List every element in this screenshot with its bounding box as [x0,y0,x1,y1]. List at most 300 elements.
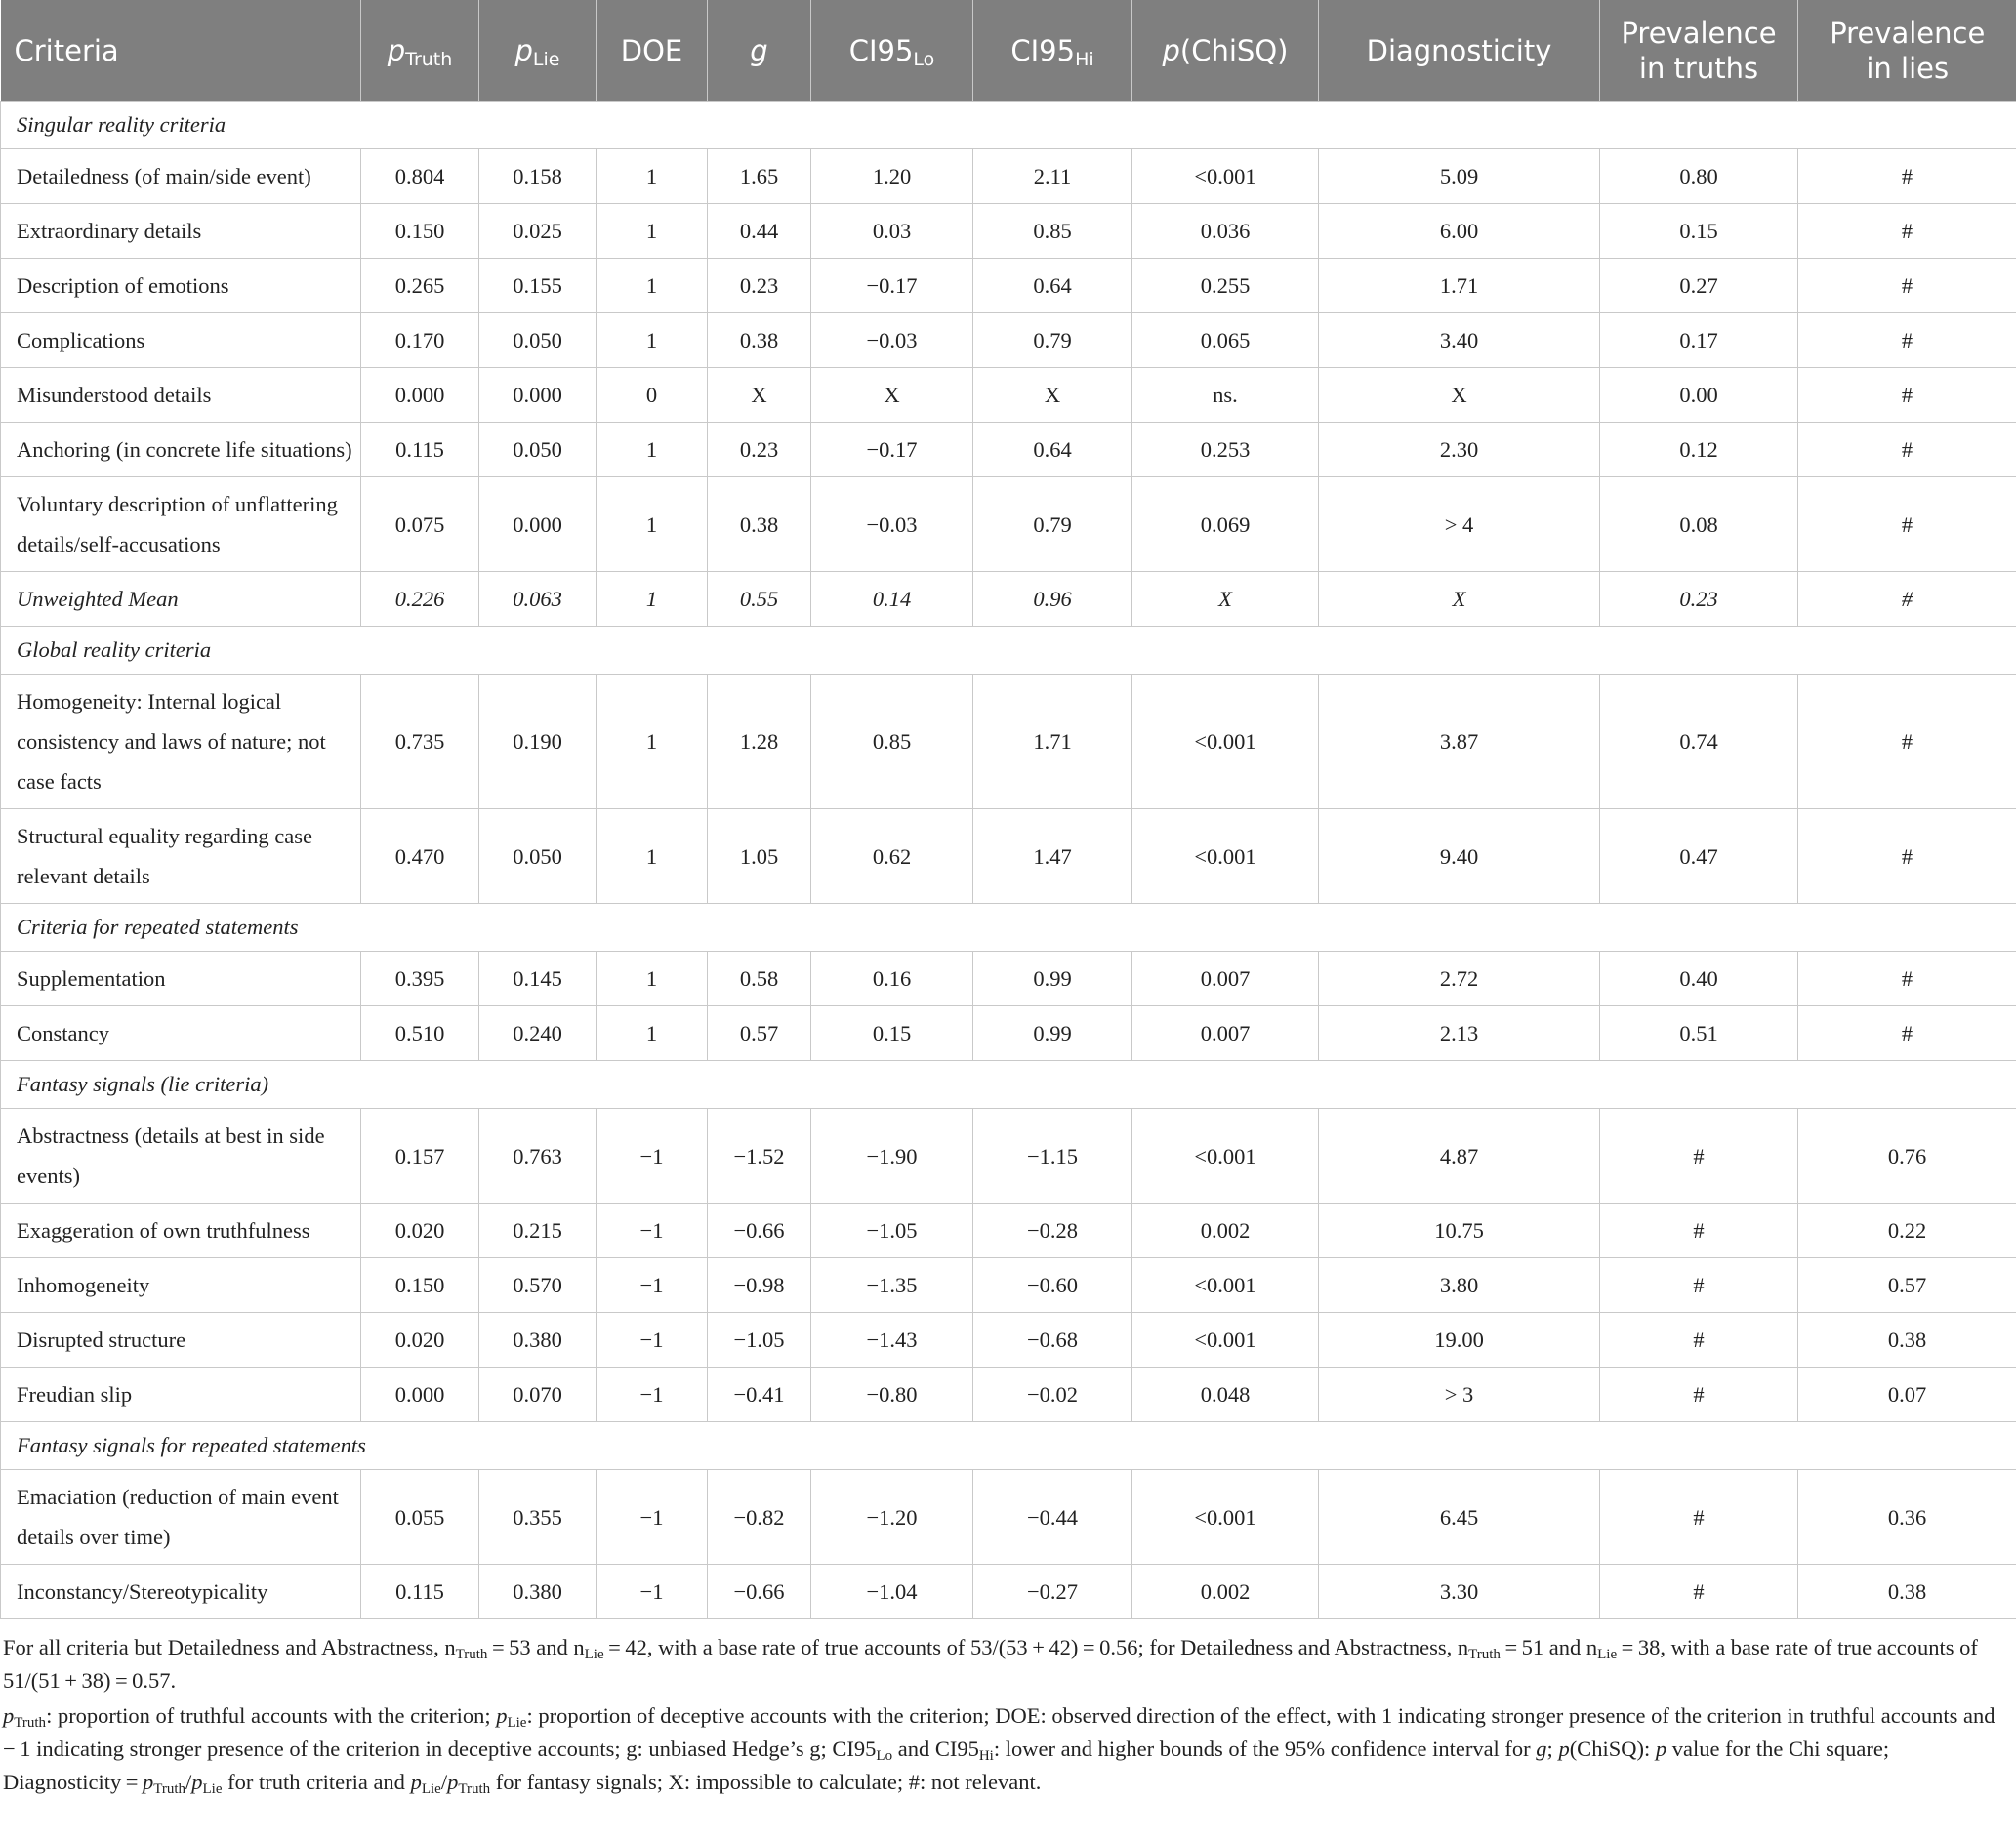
header-p-chisq-rest: (ChiSQ) [1179,33,1289,67]
cell-diagnosticity: 3.30 [1319,1565,1600,1619]
cell-ci-hi: −0.60 [973,1258,1132,1313]
cell-ci-lo: −1.90 [811,1109,973,1204]
cell-g: 0.23 [708,423,811,477]
cell-doe: 1 [597,423,708,477]
cell-p-truth: 0.170 [361,313,479,368]
cell-prev-truths: 0.17 [1600,313,1798,368]
cell-doe: −1 [597,1470,708,1565]
cell-p-chisq: 0.255 [1132,259,1319,313]
cell-criteria: Description of emotions [1,259,361,313]
cell-p-chisq: <0.001 [1132,809,1319,904]
note-italic: p [1558,1737,1570,1761]
cell-p-lie: 0.570 [479,1258,597,1313]
cell-p-chisq: <0.001 [1132,149,1319,204]
cell-diagnosticity: 3.40 [1319,313,1600,368]
cell-ci-lo: −1.04 [811,1565,973,1619]
cell-p-chisq: <0.001 [1132,1470,1319,1565]
cell-doe: 1 [597,204,708,259]
cell-prev-lies: # [1798,313,2016,368]
header-p-truth-base: p [387,33,406,67]
cell-prev-lies: # [1798,423,2016,477]
cell-doe: 1 [597,675,708,809]
cell-prev-truths: 0.51 [1600,1006,1798,1061]
cell-p-chisq: 0.253 [1132,423,1319,477]
note-text: = 53 and n [487,1635,585,1659]
note-text: ; [1546,1737,1559,1761]
note-sample-sizes [3,1631,2010,1697]
header-p-lie [479,0,597,102]
cell-p-truth: 0.395 [361,952,479,1006]
note-sub: Lo [876,1748,893,1764]
cell-doe: 1 [597,572,708,627]
section-row [1,1422,2016,1470]
cell-diagnosticity: 10.75 [1319,1204,1600,1258]
cell-prev-truths: # [1600,1565,1798,1619]
cell-criteria: Supplementation [1,952,361,1006]
cell-ci-lo: 0.62 [811,809,973,904]
section-label: Singular reality criteria [1,102,2016,149]
header-p-truth-sub: Truth [405,48,453,70]
cell-g: −0.41 [708,1368,811,1422]
cell-criteria: Unweighted Mean [1,572,361,627]
table-row [1,149,2016,204]
cell-p-lie: 0.025 [479,204,597,259]
cell-p-lie: 0.240 [479,1006,597,1061]
cell-ci-lo: −1.43 [811,1313,973,1368]
cell-prev-lies: # [1798,149,2016,204]
note-sub: Truth [153,1781,185,1797]
cell-ci-lo: 0.16 [811,952,973,1006]
cell-p-truth: 0.510 [361,1006,479,1061]
cell-doe: 1 [597,149,708,204]
cell-ci-lo: −1.35 [811,1258,973,1313]
note-sub: Truth [14,1715,47,1731]
table-notes [0,1619,2016,1799]
cell-p-truth: 0.265 [361,259,479,313]
cell-diagnosticity: 19.00 [1319,1313,1600,1368]
note-text: = 51 and n [1500,1635,1598,1659]
note-italic: p [142,1770,154,1794]
cell-doe: 1 [597,259,708,313]
header-ci-lo-base: CI95 [848,33,914,67]
cell-p-lie: 0.763 [479,1109,597,1204]
cell-criteria: Inconstancy/Stereotypicality [1,1565,361,1619]
cell-p-chisq: 0.065 [1132,313,1319,368]
cell-p-lie: 0.070 [479,1368,597,1422]
cell-g: −0.66 [708,1565,811,1619]
cell-ci-hi: 0.64 [973,423,1132,477]
cell-prev-truths: 0.08 [1600,477,1798,572]
cell-diagnosticity: X [1319,572,1600,627]
cell-p-truth: 0.020 [361,1313,479,1368]
cell-ci-lo: 1.20 [811,149,973,204]
cell-ci-lo: 0.03 [811,204,973,259]
cell-diagnosticity: 6.00 [1319,204,1600,259]
cell-diagnosticity: X [1319,368,1600,423]
note-text: : proportion of deceptive accounts with the criterion; DOE: observed direction of the effect, with 1 indicating stronger presence of the criterion in truthful accounts and − 1 indicating stronger presence of the criterion in deceptive accounts; g: unbiased Hedge’s g; CI95 [3,1703,2000,1761]
cell-ci-hi: 0.79 [973,313,1132,368]
note-text: for truth criteria and [222,1770,411,1794]
cell-prev-truths: 0.40 [1600,952,1798,1006]
table-row [1,368,2016,423]
cell-ci-lo: 0.15 [811,1006,973,1061]
cell-prev-lies: 0.07 [1798,1368,2016,1422]
cell-diagnosticity: 3.80 [1319,1258,1600,1313]
cell-doe: −1 [597,1258,708,1313]
cell-ci-hi: 0.99 [973,952,1132,1006]
note-text: = 38, with a base rate of true accounts of 51/(51 + 38) = 0.57. [3,1635,1978,1693]
cell-prev-lies: 0.38 [1798,1313,2016,1368]
note-text: for fantasy signals; X: impossible to calculate; #: not relevant. [490,1770,1042,1794]
table-row [1,1109,2016,1204]
cell-prev-lies: 0.76 [1798,1109,2016,1204]
cell-diagnosticity: > 4 [1319,477,1600,572]
cell-prev-lies: # [1798,204,2016,259]
cell-diagnosticity: 5.09 [1319,149,1600,204]
cell-p-lie: 0.355 [479,1470,597,1565]
cell-p-chisq: <0.001 [1132,675,1319,809]
cell-p-truth: 0.804 [361,149,479,204]
header-p-lie-base: p [514,33,533,67]
header-p-lie-sub: Lie [532,48,560,70]
cell-p-truth: 0.735 [361,675,479,809]
cell-p-truth: 0.115 [361,423,479,477]
cell-doe: −1 [597,1204,708,1258]
cell-p-truth: 0.020 [361,1204,479,1258]
note-text: : proportion of truthful accounts with the criterion; [46,1703,497,1728]
header-p-chisq [1132,0,1319,102]
cell-ci-hi: 1.47 [973,809,1132,904]
cell-prev-truths: 0.15 [1600,204,1798,259]
cell-ci-hi: 0.64 [973,259,1132,313]
note-sub: Lie [421,1781,441,1797]
header-ci-lo-sub: Lo [913,48,935,70]
cell-doe: 1 [597,952,708,1006]
cell-g: −0.98 [708,1258,811,1313]
cell-diagnosticity: 2.72 [1319,952,1600,1006]
cell-prev-truths: 0.74 [1600,675,1798,809]
cell-doe: 0 [597,368,708,423]
cell-g: −0.82 [708,1470,811,1565]
cell-g: −1.05 [708,1313,811,1368]
note-italic: p [447,1770,459,1794]
header-criteria: Criteria [1,0,361,102]
cell-doe: −1 [597,1565,708,1619]
note-italic: p [1655,1737,1667,1761]
cell-diagnosticity: 2.13 [1319,1006,1600,1061]
cell-g: 0.55 [708,572,811,627]
note-text: (ChiSQ): [1569,1737,1656,1761]
section-row [1,1061,2016,1109]
cell-ci-lo: −1.05 [811,1204,973,1258]
section-label: Fantasy signals (lie criteria) [1,1061,2016,1109]
cell-diagnosticity: 4.87 [1319,1109,1600,1204]
cell-prev-truths: 0.27 [1600,259,1798,313]
table-header-row [1,0,2016,102]
note-italic: p [3,1703,15,1728]
note-italic: p [496,1703,508,1728]
cell-ci-lo: X [811,368,973,423]
note-italic: p [410,1770,422,1794]
cell-criteria: Inhomogeneity [1,1258,361,1313]
cell-p-lie: 0.000 [479,368,597,423]
cell-ci-hi: −0.68 [973,1313,1132,1368]
note-sub: Lie [202,1781,223,1797]
note-text: = 42, with a base rate of true accounts of 53/(53 + 42) = 0.56; for Detailedness and Abstractness, n [603,1635,1469,1659]
note-definitions [3,1699,2010,1799]
cell-p-truth: 0.000 [361,368,479,423]
table-row [1,809,2016,904]
cell-prev-truths: 0.80 [1600,149,1798,204]
table-row [1,1313,2016,1368]
header-prev-truths-line2: in truths [1638,51,1759,85]
cell-prev-truths: 0.00 [1600,368,1798,423]
cell-diagnosticity: 9.40 [1319,809,1600,904]
cell-doe: −1 [597,1368,708,1422]
cell-p-lie: 0.000 [479,477,597,572]
header-prevalence-truths [1600,0,1798,102]
cell-ci-lo: −0.17 [811,423,973,477]
cell-doe: 1 [597,477,708,572]
cell-criteria: Complications [1,313,361,368]
cell-criteria: Constancy [1,1006,361,1061]
header-prev-lies-line2: in lies [1866,51,1950,85]
mean-row [1,572,2016,627]
cell-p-chisq: 0.002 [1132,1204,1319,1258]
header-p-truth [361,0,479,102]
header-g-label: g [750,33,768,67]
cell-ci-lo: −0.03 [811,477,973,572]
table-row [1,675,2016,809]
cell-criteria: Disrupted structure [1,1313,361,1368]
cell-g: 0.58 [708,952,811,1006]
cell-criteria: Freudian slip [1,1368,361,1422]
cell-p-chisq: 0.048 [1132,1368,1319,1422]
note-sub: Lie [1597,1647,1618,1662]
cell-p-lie: 0.050 [479,423,597,477]
cell-prev-lies: # [1798,1006,2016,1061]
cell-diagnosticity: 6.45 [1319,1470,1600,1565]
cell-p-lie: 0.190 [479,675,597,809]
cell-criteria: Detailedness (of main/side event) [1,149,361,204]
cell-p-chisq: 0.007 [1132,1006,1319,1061]
cell-p-truth: 0.470 [361,809,479,904]
note-sub: Lie [584,1647,604,1662]
header-ci-hi [973,0,1132,102]
cell-p-truth: 0.075 [361,477,479,572]
cell-g: −1.52 [708,1109,811,1204]
cell-prev-truths: # [1600,1258,1798,1313]
cell-prev-lies: # [1798,259,2016,313]
cell-p-chisq: <0.001 [1132,1109,1319,1204]
table-row [1,259,2016,313]
cell-doe: −1 [597,1109,708,1204]
cell-p-truth: 0.150 [361,1258,479,1313]
cell-p-chisq: 0.036 [1132,204,1319,259]
cell-prev-truths: 0.12 [1600,423,1798,477]
cell-ci-lo: −0.17 [811,259,973,313]
table-row [1,477,2016,572]
note-text: value for the Chi square; Diagnosticity = [3,1737,1890,1794]
cell-ci-lo: 0.14 [811,572,973,627]
cell-prev-truths: # [1600,1368,1798,1422]
section-row [1,904,2016,952]
cell-diagnosticity: 3.87 [1319,675,1600,809]
cell-criteria: Homogeneity: Internal logical consistency and laws of nature; not case facts [1,675,361,809]
note-sub: Truth [1468,1647,1501,1662]
cell-prev-truths: 0.23 [1600,572,1798,627]
cell-prev-lies: # [1798,952,2016,1006]
header-ci-lo [811,0,973,102]
note-text: / [440,1770,448,1794]
table-row [1,1470,2016,1565]
cell-p-chisq: ns. [1132,368,1319,423]
note-sub: Truth [458,1781,491,1797]
table-row [1,952,2016,1006]
cell-p-lie: 0.050 [479,809,597,904]
cell-ci-hi: 0.85 [973,204,1132,259]
cell-p-chisq: <0.001 [1132,1258,1319,1313]
note-text: For all criteria but Detailedness and Abstractness, n [3,1635,456,1659]
cell-doe: 1 [597,1006,708,1061]
header-doe: DOE [597,0,708,102]
cell-ci-hi: −0.44 [973,1470,1132,1565]
cell-criteria: Anchoring (in concrete life situations) [1,423,361,477]
cell-diagnosticity: > 3 [1319,1368,1600,1422]
cell-doe: −1 [597,1313,708,1368]
section-label: Fantasy signals for repeated statements [1,1422,2016,1470]
cell-p-chisq: X [1132,572,1319,627]
cell-ci-hi: X [973,368,1132,423]
cell-p-lie: 0.158 [479,149,597,204]
cell-criteria: Abstractness (details at best in side events) [1,1109,361,1204]
note-sub: Lie [507,1715,527,1731]
cell-diagnosticity: 2.30 [1319,423,1600,477]
note-text: / [185,1770,192,1794]
header-prev-lies-line1: Prevalence [1830,16,1986,50]
cell-g: X [708,368,811,423]
note-text: and CI95 [892,1737,979,1761]
cell-criteria: Misunderstood details [1,368,361,423]
cell-g: 1.28 [708,675,811,809]
cell-ci-hi: −0.27 [973,1565,1132,1619]
cell-p-lie: 0.145 [479,952,597,1006]
cell-criteria: Voluntary description of unflattering details/self-accusations [1,477,361,572]
cell-prev-lies: # [1798,572,2016,627]
cell-p-truth: 0.000 [361,1368,479,1422]
cell-prev-lies: # [1798,368,2016,423]
cell-p-truth: 0.055 [361,1470,479,1565]
cell-ci-hi: −0.02 [973,1368,1132,1422]
cell-prev-lies: # [1798,675,2016,809]
cell-g: 1.65 [708,149,811,204]
section-label: Criteria for repeated statements [1,904,2016,952]
header-diagnosticity: Diagnosticity [1319,0,1600,102]
table-row [1,1006,2016,1061]
cell-prev-truths: # [1600,1313,1798,1368]
cell-criteria: Structural equality regarding case relevant details [1,809,361,904]
cell-p-chisq: <0.001 [1132,1313,1319,1368]
cell-g: 0.23 [708,259,811,313]
note-sub: Truth [455,1647,488,1662]
cell-p-truth: 0.115 [361,1565,479,1619]
table-body [1,102,2016,1619]
cell-ci-hi: 2.11 [973,149,1132,204]
section-row [1,102,2016,149]
cell-ci-hi: 0.99 [973,1006,1132,1061]
section-label: Global reality criteria [1,627,2016,675]
cell-ci-lo: −0.80 [811,1368,973,1422]
cell-criteria: Extraordinary details [1,204,361,259]
cell-ci-lo: −0.03 [811,313,973,368]
cell-ci-hi: 1.71 [973,675,1132,809]
cell-prev-truths: # [1600,1109,1798,1204]
cell-p-chisq: 0.002 [1132,1565,1319,1619]
cell-p-lie: 0.063 [479,572,597,627]
cell-p-lie: 0.155 [479,259,597,313]
table-row [1,313,2016,368]
cell-p-lie: 0.380 [479,1313,597,1368]
cell-ci-hi: 0.79 [973,477,1132,572]
cell-p-truth: 0.150 [361,204,479,259]
cell-prev-lies: 0.38 [1798,1565,2016,1619]
note-sub: Hi [978,1748,994,1764]
cell-ci-lo: 0.85 [811,675,973,809]
cell-p-lie: 0.215 [479,1204,597,1258]
cell-prev-truths: # [1600,1470,1798,1565]
table-row [1,1565,2016,1619]
cell-doe: 1 [597,313,708,368]
table-row [1,1204,2016,1258]
header-prevalence-lies [1798,0,2016,102]
cell-prev-truths: 0.47 [1600,809,1798,904]
table-row [1,204,2016,259]
cell-ci-lo: −1.20 [811,1470,973,1565]
cell-p-truth: 0.226 [361,572,479,627]
cell-g: −0.66 [708,1204,811,1258]
header-prev-truths-line1: Prevalence [1621,16,1777,50]
header-g [708,0,811,102]
cell-g: 0.38 [708,477,811,572]
cell-p-chisq: 0.007 [1132,952,1319,1006]
cell-prev-lies: # [1798,809,2016,904]
note-text: : lower and higher bounds of the 95% confidence interval for [993,1737,1537,1761]
cell-g: 0.44 [708,204,811,259]
cell-g: 1.05 [708,809,811,904]
cell-g: 0.38 [708,313,811,368]
cell-prev-lies: 0.36 [1798,1470,2016,1565]
cell-criteria: Exaggeration of own truthfulness [1,1204,361,1258]
note-italic: p [191,1770,203,1794]
cell-p-lie: 0.380 [479,1565,597,1619]
header-ci-hi-sub: Hi [1075,48,1094,70]
table-row [1,423,2016,477]
cell-ci-hi: 0.96 [973,572,1132,627]
cell-doe: 1 [597,809,708,904]
table-row [1,1368,2016,1422]
cell-criteria: Emaciation (reduction of main event details over time) [1,1470,361,1565]
header-p-chisq-italic: p [1162,33,1180,67]
cell-prev-truths: # [1600,1204,1798,1258]
table-row [1,1258,2016,1313]
section-row [1,627,2016,675]
cell-prev-lies: 0.57 [1798,1258,2016,1313]
cell-p-lie: 0.050 [479,313,597,368]
cell-diagnosticity: 1.71 [1319,259,1600,313]
cell-p-truth: 0.157 [361,1109,479,1204]
header-ci-hi-base: CI95 [1010,33,1076,67]
cell-g: 0.57 [708,1006,811,1061]
